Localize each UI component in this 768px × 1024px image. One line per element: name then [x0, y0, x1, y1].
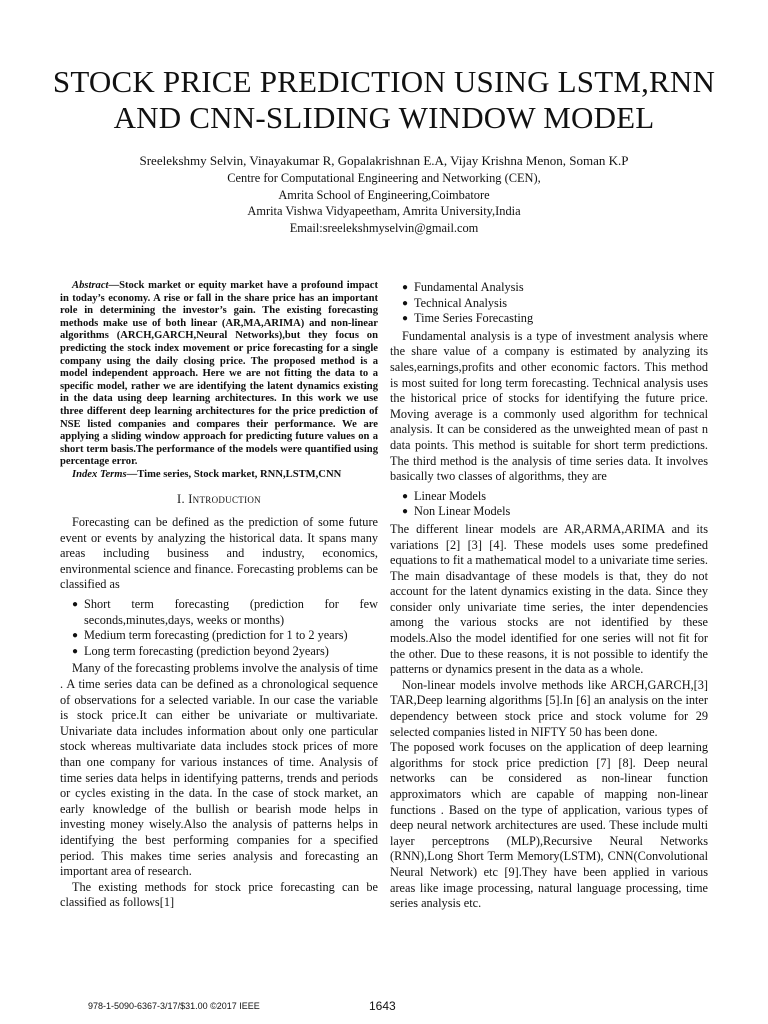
forecast-type-list	[60, 597, 378, 659]
paragraph: Many of the forecasting problems involve the analysis of time . A time series data can be defined as a chronological sequence of observations for a selected variable. In our case the variable is stock price.It can either be univariate or multivariate. Univariate data includes information about only one particular stock whereas multivariate data includes stock prices of more than one company for various instances of time. Analysis of time series data helps in identifying patterns, trends and periods or cycles existing in the data. In the case of stock market, an early knowledge of the bullish or bearish mode helps in investing money wisely.Also the analysis of patterns helps in identifying the best performing companies for a specified period. This makes time series analysis and forecasting an important area of research.	[60, 661, 378, 879]
section-heading	[60, 492, 378, 508]
abstract	[60, 280, 378, 469]
affiliation-line: Amrita School of Engineering,Coimbatore	[278, 187, 490, 202]
footer-isbn: 978-1-5090-6367-3/17/$31.00 ©2017 IEEE	[88, 1001, 260, 1011]
abstract-label: Abstract	[72, 280, 109, 291]
title-line-2: AND CNN-SLIDING WINDOW MODEL	[113, 100, 655, 135]
page-number: 1643	[369, 999, 396, 1013]
list-item: ● Technical Analysis	[402, 295, 508, 310]
paragraph: Forecasting can be defined as the prediction of some future event or events by analyzing the historical data. It spans many areas including business and industry, economics, environmental science and finance. Forecasting problems can be classified as	[60, 515, 378, 592]
method-list	[390, 280, 708, 327]
section-title: Introduction	[188, 491, 261, 506]
list-item: ● Medium term forecasting (prediction for 1 to 2 years)	[72, 628, 348, 643]
paragraph: The poposed work focuses on the application of deep learning algorithms for stock price prediction [7] [8]. Deep neural networks can be considered as non-linear function approximators which are capable of mapping non-linear functions . Based on the type of application, various types of deep neural network architectures are used. These include multi layer perceptrons (MLP),Recursive Neural Networks (RNN),Long Short Term Memory(LSTM), CNN(Convolutional Neural Network) etc [9].They have been applied in various areas like image processing, natural language processing, time series analysis etc.	[390, 740, 708, 911]
list-item: ● Non Linear Models	[402, 504, 511, 519]
bullet-icon: ●	[72, 599, 79, 611]
author-email: Email:sreelekshmyselvin@gmail.com	[289, 220, 479, 235]
bullet-icon: ●	[402, 297, 409, 309]
paragraph: Non-linear models involve methods like ARCH,GARCH,[3] TAR,Deep learning algorithms [5].In [6] an analysis on the inter dependency between stock price and stock volume for 29 selected companies listed in NIFTY 50 has been done.	[390, 677, 708, 739]
paragraph: Fundamental analysis is a type of investment analysis where the share value of a company is estimated by analyzing its sales,earnings,profits and other economic factors. This method is most suited for long term forecasting. Technical analysis uses the historical price of stocks for identifying the future price. Moving average is a commonly used algorithm for technical analysis. It can be considered as the unweighted mean of past n data points. This method is suitable for short term predictions. The third method is the analysis of time series data. It involves basically two classes of algorithms, they are	[390, 328, 708, 484]
list-item: ● Short term forecasting (prediction for few seconds,minutes,days, weeks or months)	[72, 597, 378, 627]
affiliation-line: Centre for Computational Engineering and Networking (CEN),	[227, 171, 541, 186]
right-column	[390, 280, 708, 912]
author-names: Sreelekshmy Selvin, Vinayakumar R, Gopalakrishnan E.A, Vijay Krishna Menon, Soman K.P	[139, 153, 629, 168]
left-column	[60, 280, 378, 911]
list-item: ● Fundamental Analysis	[402, 280, 524, 294]
paper-title	[40, 64, 728, 136]
bullet-icon: ●	[72, 645, 79, 657]
bullet-icon: ●	[402, 490, 409, 502]
paragraph: The different linear models are AR,ARMA,ARIMA and its variations [2] [3] [4]. These models uses some predefined equations to fit a mathematical model to a univariate time series. The main disadvantage of these models is that, they do not account for the latent dynamics existing in the data. Since they consider only univariate time series, the inter dependencies among the various stocks are not identified by these models.Also the model identified for one series will not fit for the other. Due to these reasons, it is not possible to identify the patterns or dynamics present in the data as a whole.	[390, 521, 708, 677]
list-item: ● Linear Models	[402, 488, 487, 503]
title-line-1: STOCK PRICE PREDICTION USING LSTM,RNN	[52, 64, 716, 99]
index-terms-text: —Time series, Stock market, RNN,LSTM,CNN	[126, 468, 342, 480]
section-number: I.	[177, 491, 185, 506]
bullet-icon: ●	[402, 506, 409, 518]
model-list	[390, 489, 708, 520]
bullet-icon: ●	[402, 313, 409, 325]
bullet-icon: ●	[72, 630, 79, 642]
list-item: ● Long term forecasting (prediction beyond 2years)	[72, 643, 329, 658]
index-terms	[60, 469, 378, 482]
bullet-icon: ●	[402, 282, 409, 293]
author-block	[40, 153, 728, 236]
list-item: ● Time Series Forecasting	[402, 311, 534, 326]
affiliation-line: Amrita Vishwa Vidyapeetham, Amrita University,India	[247, 204, 521, 219]
paragraph: The existing methods for stock price forecasting can be classified as follows[1]	[60, 879, 378, 910]
index-terms-label: Index Terms	[72, 468, 127, 480]
abstract-text: —Stock market or equity market have a profound impact in today’s economy. A rise or fall in the share price has an important role in determining the investor’s gain. The existing forecasting methods make use of both linear (AR,MA,ARIMA) and non-linear algorithms (ARCH,GARCH,Neural Networks),but they focus on predicting the stock index movement or price forecasting for a single company using the daily closing price. The proposed method is a model independent approach. Here we are not fitting the data to a specific model, rather we are identifying the latent dynamics existing in the data using deep learning architectures. In this work we use three different deep learning architectures for the price prediction of NSE listed companies and compares their performance. We are applying a sliding window approach for predicting future values on a short term basis.The performance of the models were quantified using percentage error.	[60, 280, 378, 468]
